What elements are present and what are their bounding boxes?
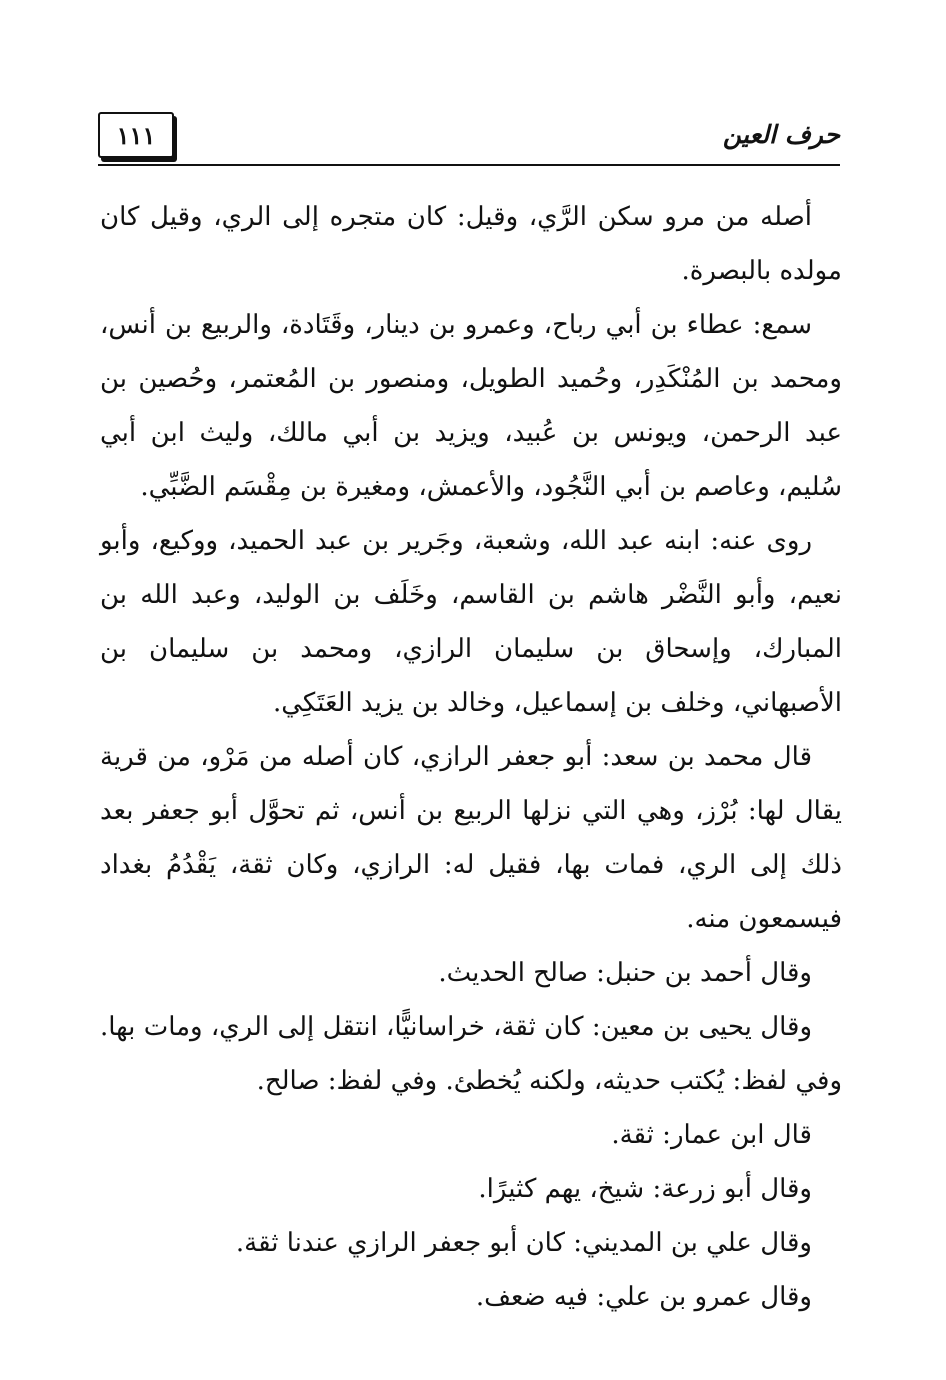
paragraph-ibn-madini: وقال علي بن المديني: كان أبو جعفر الرازي عندنا ثقة.: [235, 1228, 812, 1258]
paragraph-origin: أصله من مرو سكن الرَّي، وقيل: كان متجره إلى الري، وقيل كان مولده بالبصرة.: [100, 202, 842, 286]
paragraph-ibn-maeen: وقال يحيى بن معين: كان ثقة، خراسانيًّا، انتقل إلى الري، ومات بها. وفي لفظ: يُكتب حديثه، ولكنه يُخطئ. وفي لفظ: صالح.: [100, 1012, 842, 1096]
page-header: [98, 108, 840, 168]
paragraph-amr-ibn-ali: وقال عمرو بن علي: فيه ضعف.: [475, 1282, 812, 1312]
body-text: [100, 190, 842, 1324]
paragraph-ahmad: وقال أحمد بن حنبل: صالح الحديث.: [438, 958, 812, 988]
paragraph-students: روى عنه: ابنه عبد الله، وشعبة، وجَرير بن عبد الحميد، ووكيع، وأبو نعيم، وأبو النَّضْر هاشم بن القاسم، وخَلَف بن الوليد، وعبد الله بن المبارك، وإسحاق بن سليمان الرازي، ومحمد بن سليمان بن الأصبهاني، وخلف بن إسماعيل، وخالد بن يزيد العَتَكِي.: [100, 526, 842, 718]
running-title: حرف العين: [722, 120, 840, 149]
page-number: ١١١: [98, 112, 174, 158]
paragraph-abu-zura: وقال أبو زرعة: شيخ، يهم كثيرًا.: [478, 1174, 812, 1204]
paragraph-ibn-ammar: قال ابن عمار: ثقة.: [611, 1120, 812, 1150]
header-divider: [98, 164, 840, 166]
paragraph-teachers: سمع: عطاء بن أبي رباح، وعمرو بن دينار، وقَتَادة، والربيع بن أنس، ومحمد بن المُنْكَدِر، وحُميد الطويل، ومنصور بن المُعتمر، وحُصين بن عبد الرحمن، ويونس بن عُبيد، ويزيد بن أبي مالك، وليث ابن أبي سُليم، وعاصم بن أبي النَّجُود، والأعمش، ومغيرة بن مِقْسَم الضَّبِّي.: [100, 310, 842, 502]
paragraph-ibn-saad: قال محمد بن سعد: أبو جعفر الرازي، كان أصله من مَرْو، من قرية يقال لها: بُرْز، وهي التي نزلها الربيع بن أنس، ثم تحوَّل أبو جعفر بعد ذلك إلى الري، فمات بها، فقيل له: الرازي، وكان ثقة، يَقْدُمُ بغداد فيسمعون منه.: [100, 742, 842, 934]
